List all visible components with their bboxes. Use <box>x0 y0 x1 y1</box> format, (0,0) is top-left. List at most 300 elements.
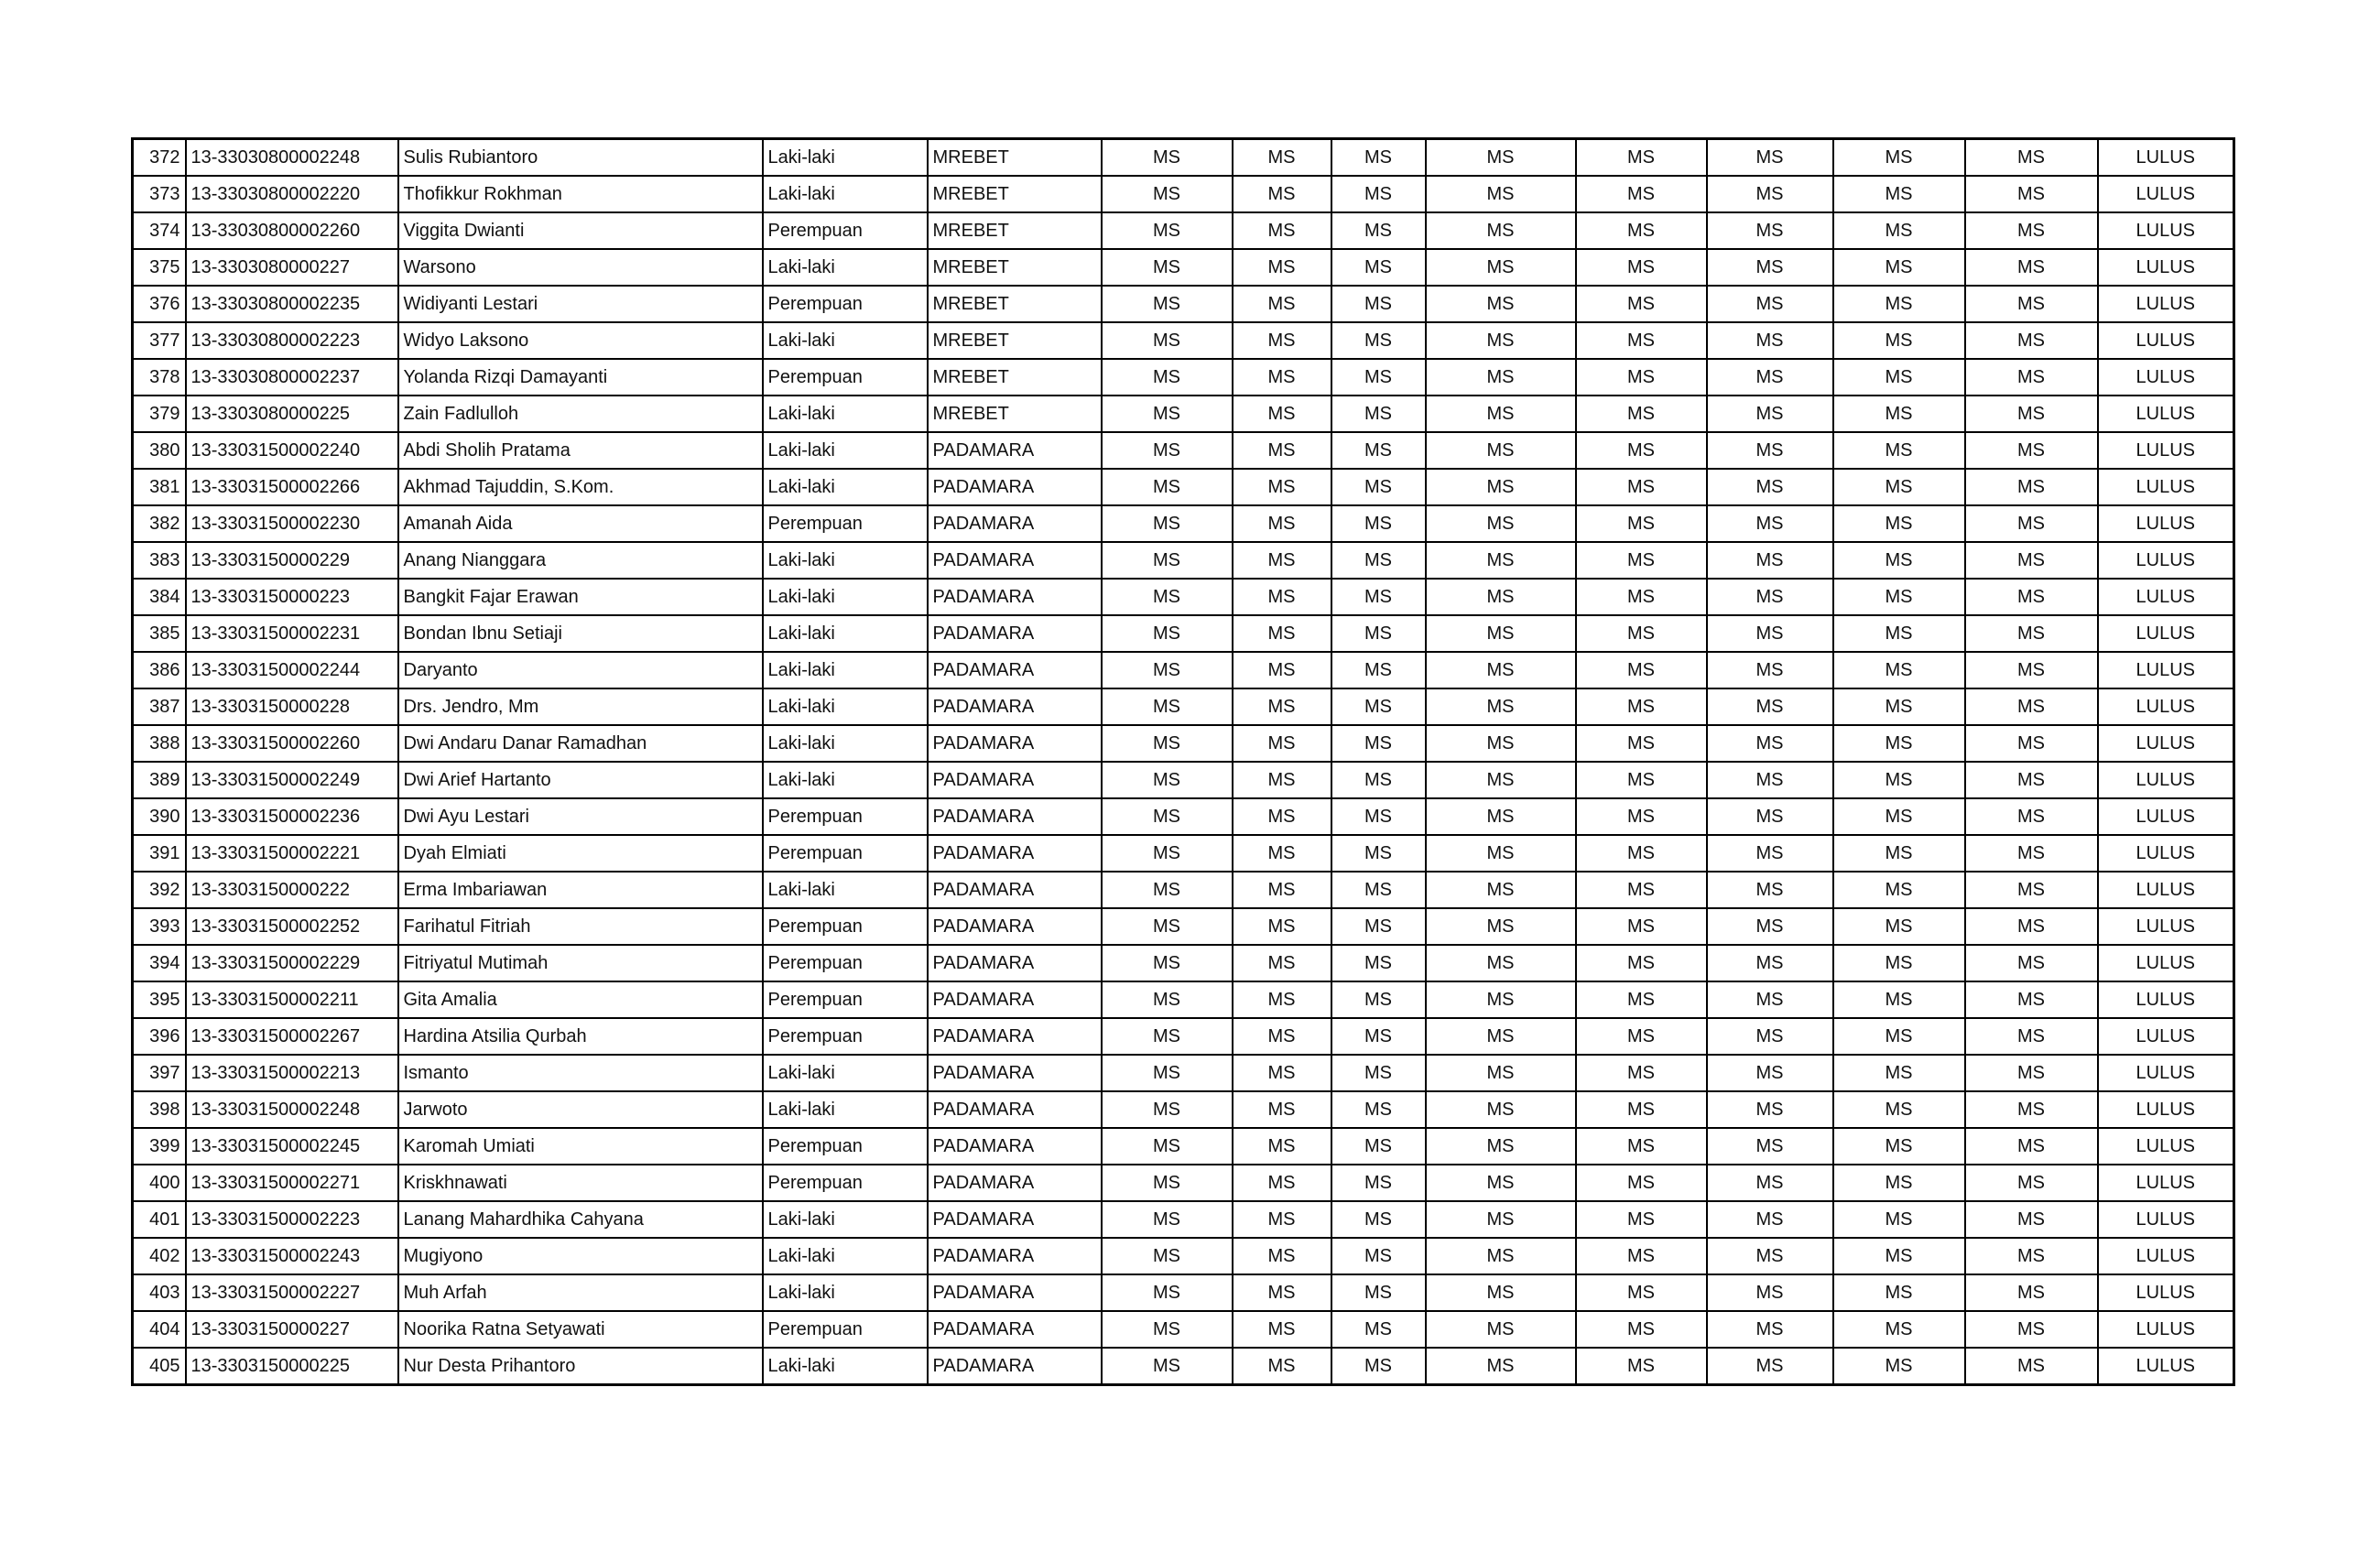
table-row <box>133 432 2234 469</box>
score-cell: MS <box>1707 432 1833 469</box>
status-cell: LULUS <box>2098 286 2234 322</box>
score-cell: MS <box>1707 579 1833 615</box>
score-cell: MS <box>1233 249 1331 286</box>
score-cell: MS <box>1576 1091 1707 1128</box>
score-cell: MS <box>1233 212 1331 249</box>
row-number-cell: 405 <box>133 1348 186 1385</box>
participant-name-cell: Kriskhnawati <box>398 1165 763 1201</box>
score-cell: MS <box>1833 1055 1965 1091</box>
row-number-cell: 380 <box>133 432 186 469</box>
score-cell: MS <box>1576 579 1707 615</box>
table-row <box>133 615 2234 652</box>
score-cell: MS <box>1331 908 1426 945</box>
table-row <box>133 1128 2234 1165</box>
score-cell: MS <box>1576 139 1707 177</box>
gender-cell: Laki-laki <box>763 432 928 469</box>
score-cell: MS <box>1233 1055 1331 1091</box>
participant-id-cell: 13-33031500002229 <box>186 945 398 981</box>
participant-id-cell: 13-33031500002243 <box>186 1238 398 1274</box>
status-cell: LULUS <box>2098 1128 2234 1165</box>
score-cell: MS <box>1576 688 1707 725</box>
score-cell: MS <box>1965 908 2098 945</box>
row-number-cell: 397 <box>133 1055 186 1091</box>
score-cell: MS <box>1102 322 1233 359</box>
location-cell: PADAMARA <box>928 1091 1102 1128</box>
gender-cell: Laki-laki <box>763 725 928 762</box>
score-cell: MS <box>1576 1238 1707 1274</box>
table-row <box>133 286 2234 322</box>
score-cell: MS <box>1576 872 1707 908</box>
participant-name-cell: Karomah Umiati <box>398 1128 763 1165</box>
status-cell: LULUS <box>2098 798 2234 835</box>
score-cell: MS <box>1426 505 1576 542</box>
score-cell: MS <box>1707 798 1833 835</box>
score-cell: MS <box>1965 1091 2098 1128</box>
row-number-cell: 388 <box>133 725 186 762</box>
score-cell: MS <box>1833 652 1965 688</box>
status-cell: LULUS <box>2098 359 2234 396</box>
participant-id-cell: 13-33031500002271 <box>186 1165 398 1201</box>
score-cell: MS <box>1331 762 1426 798</box>
score-cell: MS <box>1102 762 1233 798</box>
gender-cell: Laki-laki <box>763 615 928 652</box>
score-cell: MS <box>1426 469 1576 505</box>
score-cell: MS <box>1965 835 2098 872</box>
score-cell: MS <box>1102 981 1233 1018</box>
score-cell: MS <box>1102 139 1233 177</box>
score-cell: MS <box>1331 249 1426 286</box>
score-cell: MS <box>1576 762 1707 798</box>
score-cell: MS <box>1965 652 2098 688</box>
score-cell: MS <box>1102 872 1233 908</box>
score-cell: MS <box>1426 1091 1576 1128</box>
row-number-cell: 392 <box>133 872 186 908</box>
score-cell: MS <box>1233 981 1331 1018</box>
gender-cell: Perempuan <box>763 212 928 249</box>
row-number-cell: 386 <box>133 652 186 688</box>
score-cell: MS <box>1426 652 1576 688</box>
score-cell: MS <box>1707 1018 1833 1055</box>
gender-cell: Laki-laki <box>763 1274 928 1311</box>
score-cell: MS <box>1426 322 1576 359</box>
gender-cell: Laki-laki <box>763 469 928 505</box>
score-cell: MS <box>1331 798 1426 835</box>
score-cell: MS <box>1331 981 1426 1018</box>
score-cell: MS <box>1233 359 1331 396</box>
score-cell: MS <box>1833 1238 1965 1274</box>
participant-id-cell: 13-33031500002249 <box>186 762 398 798</box>
score-cell: MS <box>1707 872 1833 908</box>
participant-id-cell: 13-33031500002231 <box>186 615 398 652</box>
score-cell: MS <box>1576 981 1707 1018</box>
score-cell: MS <box>1707 1055 1833 1091</box>
table-body <box>133 139 2234 1385</box>
score-cell: MS <box>1426 1018 1576 1055</box>
score-cell: MS <box>1965 981 2098 1018</box>
score-cell: MS <box>1426 872 1576 908</box>
score-cell: MS <box>1426 798 1576 835</box>
score-cell: MS <box>1426 762 1576 798</box>
score-cell: MS <box>1833 139 1965 177</box>
score-cell: MS <box>1707 835 1833 872</box>
participant-id-cell: 13-33031500002211 <box>186 981 398 1018</box>
score-cell: MS <box>1233 579 1331 615</box>
participant-name-cell: Mugiyono <box>398 1238 763 1274</box>
score-cell: MS <box>1576 212 1707 249</box>
score-cell: MS <box>1102 1348 1233 1385</box>
participant-name-cell: Anang Nianggara <box>398 542 763 579</box>
participant-name-cell: Noorika Ratna Setyawati <box>398 1311 763 1348</box>
participant-id-cell: 13-33031500002240 <box>186 432 398 469</box>
status-cell: LULUS <box>2098 1165 2234 1201</box>
participant-id-cell: 13-3303150000223 <box>186 579 398 615</box>
location-cell: PADAMARA <box>928 542 1102 579</box>
location-cell: MREBET <box>928 396 1102 432</box>
participant-id-cell: 13-33031500002236 <box>186 798 398 835</box>
score-cell: MS <box>1233 322 1331 359</box>
score-cell: MS <box>1576 359 1707 396</box>
row-number-cell: 379 <box>133 396 186 432</box>
score-cell: MS <box>1833 908 1965 945</box>
location-cell: PADAMARA <box>928 579 1102 615</box>
row-number-cell: 381 <box>133 469 186 505</box>
row-number-cell: 377 <box>133 322 186 359</box>
row-number-cell: 396 <box>133 1018 186 1055</box>
score-cell: MS <box>1426 1201 1576 1238</box>
gender-cell: Laki-laki <box>763 1201 928 1238</box>
table-row <box>133 652 2234 688</box>
participant-name-cell: Fitriyatul Mutimah <box>398 945 763 981</box>
score-cell: MS <box>1233 1274 1331 1311</box>
table-row <box>133 139 2234 177</box>
row-number-cell: 400 <box>133 1165 186 1201</box>
participant-id-cell: 13-33031500002221 <box>186 835 398 872</box>
table-row <box>133 908 2234 945</box>
score-cell: MS <box>1102 652 1233 688</box>
score-cell: MS <box>1707 1274 1833 1311</box>
status-cell: LULUS <box>2098 1055 2234 1091</box>
score-cell: MS <box>1331 469 1426 505</box>
score-cell: MS <box>1102 615 1233 652</box>
score-cell: MS <box>1331 1018 1426 1055</box>
score-cell: MS <box>1833 322 1965 359</box>
score-cell: MS <box>1576 396 1707 432</box>
score-cell: MS <box>1965 469 2098 505</box>
gender-cell: Laki-laki <box>763 1091 928 1128</box>
participant-id-cell: 13-33031500002245 <box>186 1128 398 1165</box>
table-row <box>133 249 2234 286</box>
location-cell: PADAMARA <box>928 1165 1102 1201</box>
table-row <box>133 1055 2234 1091</box>
row-number-cell: 387 <box>133 688 186 725</box>
location-cell: PADAMARA <box>928 1018 1102 1055</box>
participant-name-cell: Erma Imbariawan <box>398 872 763 908</box>
score-cell: MS <box>1233 872 1331 908</box>
participant-name-cell: Farihatul Fitriah <box>398 908 763 945</box>
participant-id-cell: 13-33030800002220 <box>186 176 398 212</box>
gender-cell: Perempuan <box>763 945 928 981</box>
row-number-cell: 372 <box>133 139 186 177</box>
score-cell: MS <box>1576 1165 1707 1201</box>
score-cell: MS <box>1965 1165 2098 1201</box>
score-cell: MS <box>1426 176 1576 212</box>
score-cell: MS <box>1707 981 1833 1018</box>
participant-name-cell: Amanah Aida <box>398 505 763 542</box>
gender-cell: Laki-laki <box>763 1055 928 1091</box>
status-cell: LULUS <box>2098 249 2234 286</box>
score-cell: MS <box>1707 542 1833 579</box>
table-row <box>133 176 2234 212</box>
score-cell: MS <box>1331 176 1426 212</box>
score-cell: MS <box>1426 579 1576 615</box>
participant-id-cell: 13-33031500002248 <box>186 1091 398 1128</box>
table-row <box>133 469 2234 505</box>
participant-name-cell: Dwi Arief Hartanto <box>398 762 763 798</box>
table-row <box>133 579 2234 615</box>
participant-id-cell: 13-3303150000227 <box>186 1311 398 1348</box>
table-row <box>133 1165 2234 1201</box>
score-cell: MS <box>1707 396 1833 432</box>
gender-cell: Laki-laki <box>763 688 928 725</box>
status-cell: LULUS <box>2098 505 2234 542</box>
score-cell: MS <box>1833 725 1965 762</box>
score-cell: MS <box>1833 1091 1965 1128</box>
gender-cell: Perempuan <box>763 981 928 1018</box>
row-number-cell: 385 <box>133 615 186 652</box>
location-cell: PADAMARA <box>928 1128 1102 1165</box>
score-cell: MS <box>1576 542 1707 579</box>
score-cell: MS <box>1233 1238 1331 1274</box>
location-cell: MREBET <box>928 286 1102 322</box>
score-cell: MS <box>1233 286 1331 322</box>
gender-cell: Laki-laki <box>763 139 928 177</box>
score-cell: MS <box>1102 1238 1233 1274</box>
score-cell: MS <box>1102 469 1233 505</box>
score-cell: MS <box>1965 1238 2098 1274</box>
score-cell: MS <box>1833 1128 1965 1165</box>
score-cell: MS <box>1833 469 1965 505</box>
score-cell: MS <box>1833 1348 1965 1385</box>
location-cell: PADAMARA <box>928 762 1102 798</box>
table-row <box>133 798 2234 835</box>
score-cell: MS <box>1576 176 1707 212</box>
location-cell: PADAMARA <box>928 615 1102 652</box>
score-cell: MS <box>1102 725 1233 762</box>
status-cell: LULUS <box>2098 212 2234 249</box>
score-cell: MS <box>1331 542 1426 579</box>
location-cell: PADAMARA <box>928 945 1102 981</box>
score-cell: MS <box>1833 981 1965 1018</box>
status-cell: LULUS <box>2098 469 2234 505</box>
score-cell: MS <box>1707 139 1833 177</box>
score-cell: MS <box>1102 1201 1233 1238</box>
score-cell: MS <box>1233 1128 1331 1165</box>
score-cell: MS <box>1233 469 1331 505</box>
score-cell: MS <box>1965 1311 2098 1348</box>
location-cell: PADAMARA <box>928 908 1102 945</box>
score-cell: MS <box>1833 1201 1965 1238</box>
score-cell: MS <box>1233 908 1331 945</box>
table-row <box>133 762 2234 798</box>
score-cell: MS <box>1426 212 1576 249</box>
gender-cell: Perempuan <box>763 1018 928 1055</box>
score-cell: MS <box>1426 945 1576 981</box>
score-cell: MS <box>1707 176 1833 212</box>
score-cell: MS <box>1707 1128 1833 1165</box>
score-cell: MS <box>1426 139 1576 177</box>
score-cell: MS <box>1833 835 1965 872</box>
participant-name-cell: Ismanto <box>398 1055 763 1091</box>
row-number-cell: 390 <box>133 798 186 835</box>
score-cell: MS <box>1965 322 2098 359</box>
participant-name-cell: Zain Fadlulloh <box>398 396 763 432</box>
row-number-cell: 374 <box>133 212 186 249</box>
location-cell: PADAMARA <box>928 505 1102 542</box>
location-cell: PADAMARA <box>928 432 1102 469</box>
score-cell: MS <box>1426 249 1576 286</box>
participant-name-cell: Bangkit Fajar Erawan <box>398 579 763 615</box>
score-cell: MS <box>1426 396 1576 432</box>
gender-cell: Perempuan <box>763 835 928 872</box>
table-row <box>133 1238 2234 1274</box>
score-cell: MS <box>1707 1238 1833 1274</box>
score-cell: MS <box>1833 176 1965 212</box>
participant-name-cell: Warsono <box>398 249 763 286</box>
gender-cell: Laki-laki <box>763 1238 928 1274</box>
gender-cell: Laki-laki <box>763 652 928 688</box>
score-cell: MS <box>1707 286 1833 322</box>
score-cell: MS <box>1965 1274 2098 1311</box>
status-cell: LULUS <box>2098 1201 2234 1238</box>
participant-name-cell: Dwi Ayu Lestari <box>398 798 763 835</box>
row-number-cell: 382 <box>133 505 186 542</box>
gender-cell: Laki-laki <box>763 249 928 286</box>
score-cell: MS <box>1707 762 1833 798</box>
score-cell: MS <box>1576 286 1707 322</box>
score-cell: MS <box>1331 615 1426 652</box>
score-cell: MS <box>1707 1165 1833 1201</box>
score-cell: MS <box>1331 835 1426 872</box>
score-cell: MS <box>1102 579 1233 615</box>
score-cell: MS <box>1233 798 1331 835</box>
score-cell: MS <box>1331 1055 1426 1091</box>
score-cell: MS <box>1331 725 1426 762</box>
score-cell: MS <box>1102 359 1233 396</box>
score-cell: MS <box>1707 688 1833 725</box>
score-cell: MS <box>1576 432 1707 469</box>
score-cell: MS <box>1965 1055 2098 1091</box>
gender-cell: Perempuan <box>763 1311 928 1348</box>
row-number-cell: 373 <box>133 176 186 212</box>
score-cell: MS <box>1576 1201 1707 1238</box>
table-row <box>133 835 2234 872</box>
score-cell: MS <box>1707 212 1833 249</box>
location-cell: MREBET <box>928 139 1102 177</box>
score-cell: MS <box>1707 1201 1833 1238</box>
table-row <box>133 505 2234 542</box>
score-cell: MS <box>1233 688 1331 725</box>
score-cell: MS <box>1833 872 1965 908</box>
gender-cell: Perempuan <box>763 359 928 396</box>
table-row <box>133 1018 2234 1055</box>
score-cell: MS <box>1102 1018 1233 1055</box>
status-cell: LULUS <box>2098 322 2234 359</box>
score-cell: MS <box>1426 981 1576 1018</box>
score-cell: MS <box>1102 396 1233 432</box>
location-cell: PADAMARA <box>928 725 1102 762</box>
participant-id-cell: 13-3303150000228 <box>186 688 398 725</box>
gender-cell: Perempuan <box>763 286 928 322</box>
table-row <box>133 688 2234 725</box>
score-cell: MS <box>1102 1311 1233 1348</box>
score-cell: MS <box>1707 1348 1833 1385</box>
score-cell: MS <box>1707 652 1833 688</box>
score-cell: MS <box>1426 725 1576 762</box>
score-cell: MS <box>1833 579 1965 615</box>
gender-cell: Laki-laki <box>763 176 928 212</box>
score-cell: MS <box>1576 615 1707 652</box>
score-cell: MS <box>1102 1128 1233 1165</box>
location-cell: PADAMARA <box>928 1238 1102 1274</box>
score-cell: MS <box>1833 432 1965 469</box>
participant-name-cell: Hardina Atsilia Qurbah <box>398 1018 763 1055</box>
score-cell: MS <box>1833 798 1965 835</box>
score-cell: MS <box>1707 908 1833 945</box>
row-number-cell: 399 <box>133 1128 186 1165</box>
participant-name-cell: Yolanda Rizqi Damayanti <box>398 359 763 396</box>
participant-id-cell: 13-3303150000225 <box>186 1348 398 1385</box>
score-cell: MS <box>1965 432 2098 469</box>
status-cell: LULUS <box>2098 652 2234 688</box>
score-cell: MS <box>1331 432 1426 469</box>
row-number-cell: 402 <box>133 1238 186 1274</box>
score-cell: MS <box>1331 872 1426 908</box>
score-cell: MS <box>1331 652 1426 688</box>
row-number-cell: 393 <box>133 908 186 945</box>
score-cell: MS <box>1576 1348 1707 1385</box>
participant-id-cell: 13-33031500002252 <box>186 908 398 945</box>
location-cell: MREBET <box>928 359 1102 396</box>
table-row <box>133 981 2234 1018</box>
score-cell: MS <box>1426 359 1576 396</box>
status-cell: LULUS <box>2098 139 2234 177</box>
table-row <box>133 725 2234 762</box>
score-cell: MS <box>1576 1055 1707 1091</box>
score-cell: MS <box>1331 1201 1426 1238</box>
score-cell: MS <box>1965 176 2098 212</box>
table-row <box>133 1201 2234 1238</box>
row-number-cell: 394 <box>133 945 186 981</box>
table-row <box>133 945 2234 981</box>
score-cell: MS <box>1965 579 2098 615</box>
status-cell: LULUS <box>2098 542 2234 579</box>
score-cell: MS <box>1833 359 1965 396</box>
status-cell: LULUS <box>2098 835 2234 872</box>
score-cell: MS <box>1102 1165 1233 1201</box>
score-cell: MS <box>1707 945 1833 981</box>
score-cell: MS <box>1102 212 1233 249</box>
table-row <box>133 212 2234 249</box>
score-cell: MS <box>1576 249 1707 286</box>
score-cell: MS <box>1331 688 1426 725</box>
location-cell: MREBET <box>928 212 1102 249</box>
participant-name-cell: Akhmad Tajuddin, S.Kom. <box>398 469 763 505</box>
score-cell: MS <box>1233 762 1331 798</box>
score-cell: MS <box>1233 542 1331 579</box>
status-cell: LULUS <box>2098 981 2234 1018</box>
score-cell: MS <box>1233 176 1331 212</box>
score-cell: MS <box>1965 505 2098 542</box>
